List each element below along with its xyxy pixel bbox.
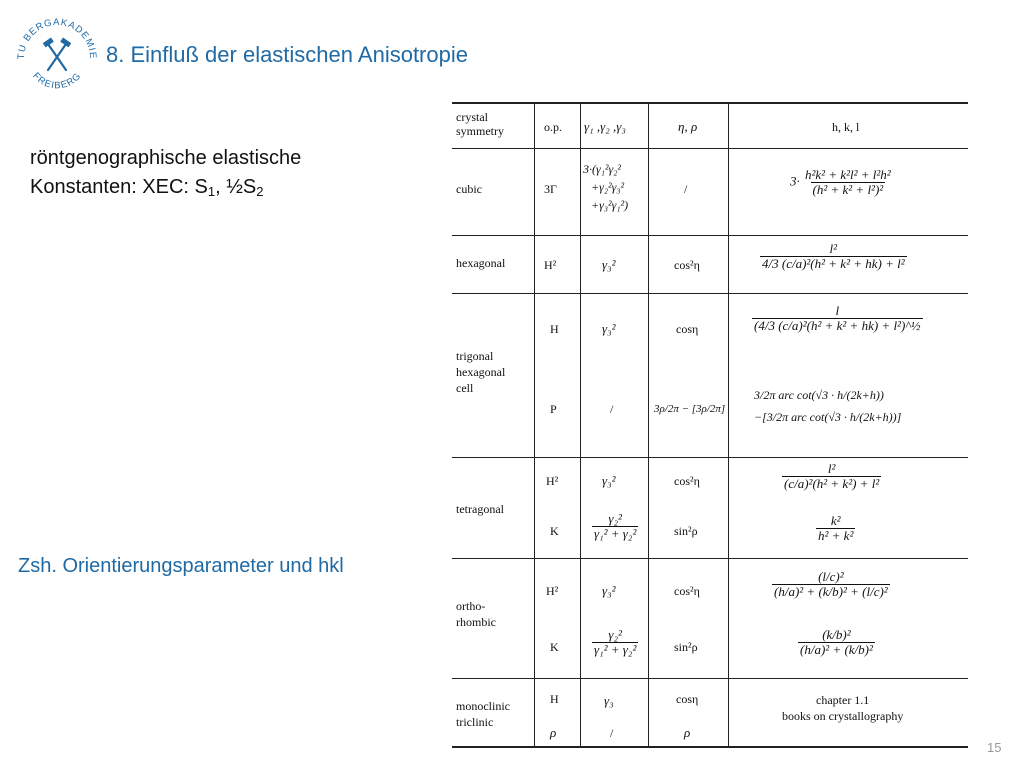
- monoclinic-op-rho: ρ: [550, 725, 557, 740]
- row-name-monoclinic: monoclinic triclinic: [456, 699, 510, 729]
- university-logo: [14, 14, 100, 96]
- orthorhombic-op-k: K: [550, 640, 559, 654]
- relation-note: Zsh. Orientierungsparameter und hkl: [18, 555, 344, 577]
- table-top-rule: [452, 102, 968, 104]
- monoclinic-gamma-rho: /: [610, 726, 614, 740]
- row-rule: [452, 235, 968, 236]
- trigonal-gamma-p: /: [610, 402, 614, 416]
- tetragonal-gamma-h: γ₃²: [602, 473, 616, 488]
- header-gamma: γ₁ ,γ₂ ,γ₃: [584, 119, 626, 134]
- text-line-2: Konstanten: XEC: $S_1$, $\frac{1}{2}S_2$: [30, 176, 264, 199]
- tetragonal-hkl-k: $\frac{\text{k²}}{\text{h² + k²}}$: [818, 513, 854, 543]
- xec-description: [30, 144, 301, 206]
- tetragonal-hkl-h: $\frac{\text{l²}}{\text{(c/a)²(h² + k²) + l²}}$: [784, 461, 880, 491]
- tetragonal-eta-k: sin²ρ: [674, 524, 698, 538]
- orthorhombic-gamma-k: $\frac{\text{γ₂²}}{\text{γ₁² + γ₂²}}$: [594, 627, 637, 657]
- tetragonal-eta-h: cos²η: [674, 474, 700, 488]
- orthorhombic-eta-k: sin²ρ: [674, 640, 698, 654]
- row-rule: [452, 457, 968, 458]
- header-crystal-symmetry: crystal symmetry: [456, 110, 504, 138]
- trigonal-hkl-p: 3/2π arc cot(√3 · h/(2k+h)) −[3/2π arc cot(√3 · h/(2k+h))]: [754, 388, 902, 424]
- orthorhombic-hkl-k: $\frac{\text{(k/b)²}}{\text{(h/a)² + (k/b)²}}$: [800, 627, 873, 657]
- header-hkl: h, k, l: [832, 120, 860, 134]
- trigonal-hkl-h: $\frac{l}{\text{(4/3 (c/a)²(h² + k² + hk) + l²)\textasciicircum{}½}}$: [754, 303, 921, 333]
- page-number: 15: [987, 740, 1002, 755]
- orthorhombic-op-h: H²: [546, 584, 559, 598]
- trigonal-op-p: P: [550, 402, 557, 416]
- row-rule: [452, 558, 968, 559]
- cubic-hkl: 3· $\frac{\text{h²k² + k²l² + l²h²}}{\text{(h² + k² + l²)²}}$: [790, 167, 891, 197]
- cubic-gamma: 3·(γ₁²γ₂² +γ₂²γ₃² +γ₃²γ₁²): [583, 162, 629, 212]
- trigonal-op-h: H: [550, 322, 559, 336]
- monoclinic-hkl-note: chapter 1.1 books on crystallography: [782, 693, 904, 723]
- row-name-hexagonal: hexagonal: [456, 256, 506, 270]
- svg-text:FREIBERG: FREIBERG: [30, 70, 84, 92]
- row-rule: [452, 678, 968, 679]
- table-header-rule: [452, 148, 968, 149]
- hexagonal-gamma: γ₃²: [602, 257, 616, 272]
- monoclinic-gamma-h: γ₃: [604, 693, 614, 708]
- slide-title: 8. Einfluß der elastischen Anisotropie: [106, 42, 468, 67]
- row-name-tetragonal: tetragonal: [456, 502, 504, 516]
- table-bottom-rule: [452, 746, 968, 748]
- monoclinic-eta-rho: ρ: [684, 725, 691, 740]
- col-divider: [728, 102, 729, 748]
- trigonal-eta-h: cosη: [676, 322, 699, 336]
- hexagonal-hkl: $\frac{\text{l²}}{\text{4/3 (c/a)²(h² + k² + hk) + l²}}$: [762, 241, 905, 271]
- cubic-eta: /: [684, 182, 688, 196]
- hexagonal-op: H²: [544, 258, 557, 272]
- tetragonal-gamma-k: $\frac{\text{γ₂²}}{\text{γ₁² + γ₂²}}$: [594, 511, 637, 541]
- orthorhombic-eta-h: cos²η: [674, 584, 700, 598]
- hexagonal-eta: cos²η: [674, 258, 700, 272]
- row-rule: [452, 293, 968, 294]
- text-line-1: röntgenographische elastische: [30, 147, 302, 169]
- row-name-trigonal: trigonal hexagonal cell: [456, 349, 506, 395]
- orthorhombic-gamma-h: γ₃²: [602, 583, 616, 598]
- header-eta-rho: η, ρ: [678, 119, 698, 134]
- col-divider: [648, 102, 649, 748]
- orientation-parameter-table: [452, 100, 968, 748]
- cubic-op: 3Γ: [544, 182, 557, 196]
- row-name-orthorhombic: ortho- rhombic: [456, 599, 496, 629]
- orthorhombic-hkl-h: $\frac{\text{(l/c)²}}{\text{(h/a)² + (k/b)² + (l/c)²}}$: [774, 569, 888, 599]
- col-divider: [534, 102, 535, 748]
- monoclinic-op-h: H: [550, 692, 559, 706]
- trigonal-eta-p: 3ρ/2π − [3ρ/2π]: [654, 403, 726, 415]
- header-op: o.p.: [544, 120, 562, 134]
- trigonal-gamma-h: γ₃²: [602, 321, 616, 336]
- svg-text:TU BERGAKADEMIE: TU BERGAKADEMIE: [15, 16, 99, 60]
- tetragonal-op-k: K: [550, 524, 559, 538]
- tetragonal-op-h: H²: [546, 474, 559, 488]
- monoclinic-eta-h: cosη: [676, 692, 699, 706]
- col-divider: [580, 102, 581, 748]
- row-name-cubic: cubic: [456, 182, 482, 196]
